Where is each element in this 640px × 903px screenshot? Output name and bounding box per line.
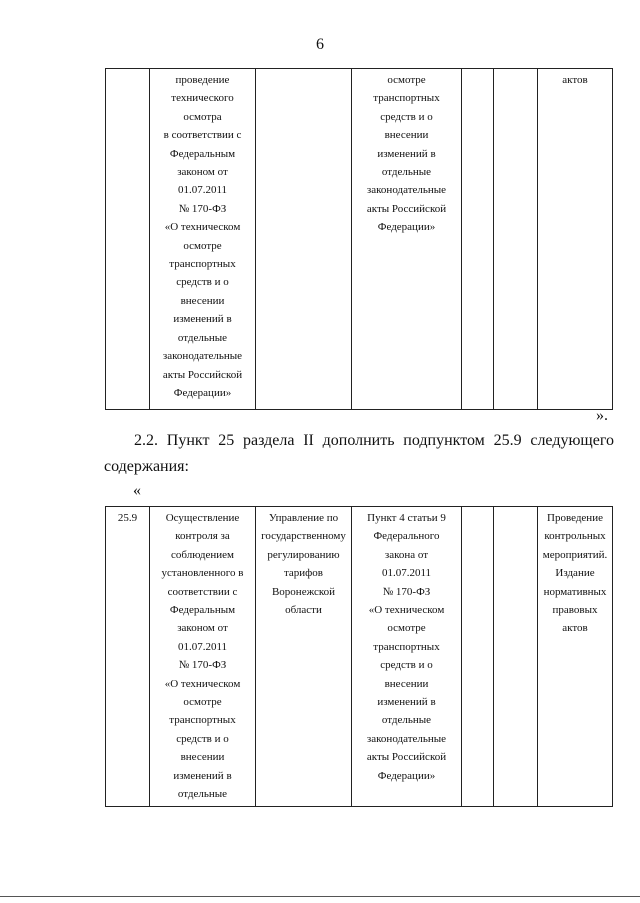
cell-line: законом от bbox=[177, 166, 228, 179]
cell-line: отдельные bbox=[381, 714, 432, 727]
cell-authority bbox=[256, 69, 352, 410]
cell-line: «О техническом bbox=[164, 677, 241, 690]
cell-line: тарифов bbox=[283, 567, 324, 580]
cell-line: технического bbox=[171, 92, 234, 105]
table-new-item bbox=[105, 506, 613, 807]
cell-number bbox=[106, 69, 150, 410]
cell-line: правовых bbox=[552, 604, 598, 617]
cell-line: соответствии с bbox=[167, 585, 238, 598]
cell-line: законодательные bbox=[162, 350, 243, 363]
cell-line: осмотре bbox=[183, 239, 222, 252]
cell-line: актов bbox=[562, 74, 588, 86]
cell-line: транспортных bbox=[373, 640, 440, 653]
cell-line: акты Российской bbox=[366, 751, 447, 764]
cell-line: Пункт 4 статьи 9 bbox=[367, 512, 446, 524]
cell-line: законом от bbox=[177, 622, 228, 635]
cell-line: средств и о bbox=[380, 659, 433, 672]
cell-line: 01.07.2011 bbox=[177, 184, 228, 197]
cell-line: внесении bbox=[384, 677, 429, 690]
cell-line: 01.07.2011 bbox=[381, 567, 432, 580]
cell-line: Федерации» bbox=[377, 769, 436, 782]
cell-line: в соответствии с bbox=[163, 129, 242, 142]
paragraph-text: 2.2. Пункт 25 раздела II дополнить подпунктом 25.9 следующего содержания: bbox=[104, 432, 614, 475]
cell-line: акты Российской bbox=[366, 202, 447, 215]
cell-line: нормативных bbox=[543, 585, 607, 598]
cell-line: отдельные bbox=[381, 166, 432, 179]
cell-line: осмотре bbox=[183, 696, 222, 709]
cell-content bbox=[150, 507, 256, 807]
cell-line: осмотра bbox=[183, 110, 222, 123]
cell-line: изменений в bbox=[377, 147, 436, 160]
cell-line: изменений в bbox=[377, 696, 436, 709]
cell-line: Федерального bbox=[373, 530, 440, 543]
cell-line: контроля за bbox=[175, 530, 230, 543]
cell-line: установленного в bbox=[161, 567, 244, 580]
cell-line: 01.07.2011 bbox=[177, 640, 228, 653]
cell-line: № 170-ФЗ bbox=[382, 585, 431, 598]
cell-line: регулированию bbox=[267, 548, 340, 561]
cell-line: соблюдением bbox=[171, 548, 234, 561]
cell-line: № 170-ФЗ bbox=[178, 659, 227, 672]
cell-line: транспортных bbox=[373, 92, 440, 105]
cell-col6 bbox=[494, 507, 538, 807]
cell-measures bbox=[538, 507, 613, 807]
cell-line: изменений в bbox=[173, 769, 232, 782]
cell-col5 bbox=[462, 507, 494, 807]
cell-line: контрольных bbox=[544, 530, 606, 543]
cell-line: средств и о bbox=[176, 732, 229, 745]
cell-line: Федерации» bbox=[377, 221, 436, 234]
cell-line: транспортных bbox=[169, 714, 236, 727]
table-row bbox=[106, 69, 613, 410]
cell-line: внесении bbox=[384, 129, 429, 142]
cell-line: Управление по bbox=[268, 512, 339, 524]
amendment-paragraph bbox=[104, 428, 614, 480]
cell-line: Воронежской bbox=[271, 585, 336, 598]
cell-line: актов bbox=[562, 622, 588, 635]
page-bottom-rule bbox=[0, 896, 640, 897]
cell-line: области bbox=[285, 604, 322, 617]
cell-legal-basis bbox=[352, 69, 462, 410]
cell-line: Осуществление bbox=[165, 512, 240, 524]
cell-line: внесении bbox=[180, 751, 225, 764]
cell-line: закона от bbox=[384, 548, 429, 561]
cell-line: изменений в bbox=[173, 313, 232, 326]
cell-line: транспортных bbox=[169, 258, 236, 271]
cell-line: отдельные bbox=[177, 331, 228, 344]
page-number: 6 bbox=[316, 36, 324, 53]
table-row bbox=[106, 507, 613, 807]
cell-line: законодательные bbox=[366, 184, 447, 197]
cell-line: осмотре bbox=[387, 74, 426, 86]
cell-line: проведение bbox=[175, 74, 230, 86]
cell-col6 bbox=[494, 69, 538, 410]
cell-col5 bbox=[462, 69, 494, 410]
cell-line: Издание bbox=[555, 567, 595, 580]
cell-line: Федеральным bbox=[169, 604, 236, 617]
cell-line: «О техническом bbox=[368, 604, 445, 617]
opening-quote: « bbox=[133, 482, 141, 499]
cell-line: акты Российской bbox=[162, 368, 243, 381]
cell-line: отдельные bbox=[177, 788, 228, 801]
cell-line: законодательные bbox=[366, 732, 447, 745]
cell-content bbox=[150, 69, 256, 410]
cell-number: 25.9 bbox=[106, 507, 150, 807]
cell-line: № 170-ФЗ bbox=[178, 202, 227, 215]
cell-line: средств и о bbox=[380, 110, 433, 123]
cell-authority bbox=[256, 507, 352, 807]
cell-legal-basis bbox=[352, 507, 462, 807]
cell-line: мероприятий. bbox=[542, 548, 608, 561]
cell-line: Федерации» bbox=[173, 386, 232, 399]
cell-line: Федеральным bbox=[169, 147, 236, 160]
cell-line: средств и о bbox=[176, 276, 229, 289]
cell-line: «О техническом bbox=[164, 221, 241, 234]
cell-line: Проведение bbox=[547, 512, 603, 524]
cell-measures bbox=[538, 69, 613, 410]
cell-line: осмотре bbox=[387, 622, 426, 635]
closing-quote: ». bbox=[596, 407, 608, 424]
cell-line: внесении bbox=[180, 294, 225, 307]
cell-line: государственному bbox=[261, 530, 346, 543]
table-continued bbox=[105, 68, 613, 410]
